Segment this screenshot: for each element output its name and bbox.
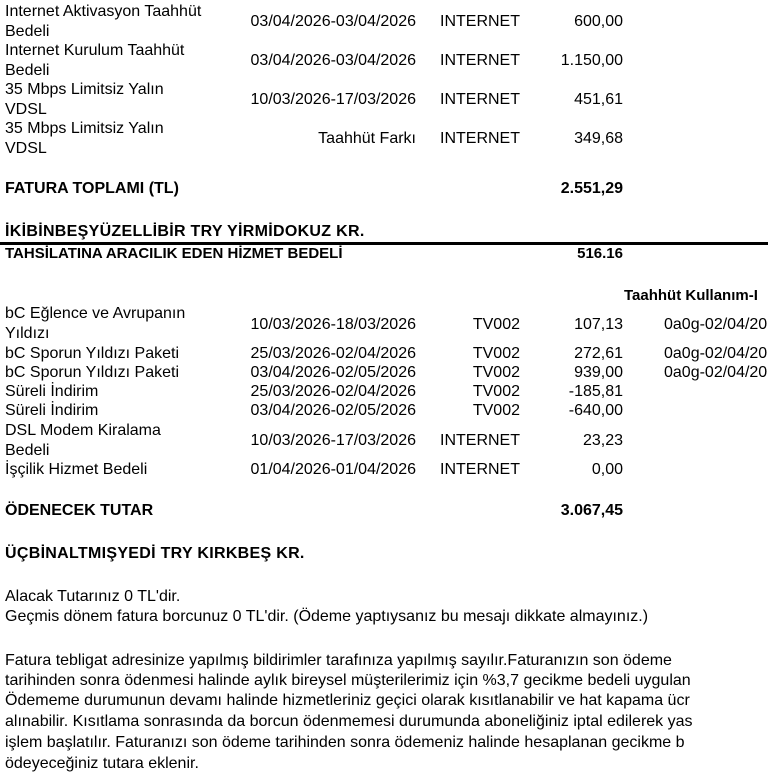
item-service: INTERNET [440, 91, 520, 108]
desc-line: Bedeli [5, 23, 50, 40]
item-description [5, 119, 245, 159]
payable-value: 3.067,45 [560, 502, 623, 519]
item-date: 10/03/2026-17/03/2026 [250, 432, 416, 449]
invoice-total-label: FATURA TOPLAMI (TL) [5, 180, 179, 197]
line-item [0, 460, 768, 480]
item-amount: -185,81 [568, 383, 623, 400]
item-date: 25/03/2026-02/04/2026 [250, 345, 416, 362]
line-item [0, 401, 768, 421]
item-service: INTERNET [440, 13, 520, 30]
item-description [5, 41, 245, 81]
item-service: TV002 [472, 383, 520, 400]
intermediary-fee-label: TAHSİLATINA ARACILIK EDEN HİZMET BEDELİ [5, 245, 343, 262]
line-item [0, 119, 768, 159]
paragraph-line: işlem başlatılır. Faturanızı son ödeme tarihinden sonra ödemeniz halinde hesaplanan gecikme b [5, 734, 685, 751]
item-date: 10/03/2026-18/03/2026 [250, 316, 416, 333]
desc-line: Bedeli [5, 442, 50, 459]
desc-line: VDSL [5, 101, 47, 118]
item-description: Süreli İndirim [5, 383, 99, 400]
item-description: bC Sporun Yıldızı Paketi [5, 345, 180, 362]
item-description [5, 80, 245, 120]
line-item [0, 80, 768, 120]
item-service: INTERNET [440, 432, 520, 449]
paragraph-line: alınabilir. Kısıtlama sonrasında da borcun ödenmemesi durumunda aboneliğiniz iptal edilerek yas [5, 713, 693, 730]
item-description: Süreli İndirim [5, 402, 99, 419]
intermediary-fee-value: 516.16 [577, 245, 623, 262]
past-debt-note: Geçmis dönem fatura borcunuz 0 TL'dir. (Ödeme yaptıysanız bu mesajı dikkate almayınız.) [5, 608, 649, 625]
desc-line: bC Eğlence ve Avrupanın [5, 305, 186, 322]
item-description [5, 304, 245, 344]
item-amount: 272,61 [574, 345, 623, 362]
item-service: TV002 [472, 364, 520, 381]
desc-line: Yıldızı [5, 325, 50, 342]
payable-label: ÖDENECEK TUTAR [5, 502, 154, 519]
item-service: TV002 [472, 316, 520, 333]
item-date: 03/04/2026-02/05/2026 [250, 402, 416, 419]
item-date: 03/04/2026-03/04/2026 [250, 13, 416, 30]
desc-line: Internet Aktivasyon Taahhüt [5, 3, 202, 20]
invoice-total-words: İKİBİNBEŞYÜZELLİBİR TRY YİRMİDOKUZ KR. [5, 223, 365, 240]
item-date: 25/03/2026-02/04/2026 [250, 383, 416, 400]
paragraph-line: ödeyeceğiniz tutara eklenir. [5, 755, 199, 772]
item-description: İşçilik Hizmet Bedeli [5, 461, 148, 478]
item-service: INTERNET [440, 130, 520, 147]
item-amount: 107,13 [574, 316, 623, 333]
item-service: TV002 [472, 402, 520, 419]
item-description [5, 421, 245, 461]
item-amount: 0,00 [591, 461, 623, 478]
paragraph-line: Ödememe durumunun devamı halinde hizmetleriniz geçici olarak kısıtlanabilir ve hat kapama ücr [5, 692, 690, 709]
invoice-total-value: 2.551,29 [560, 180, 623, 197]
line-item [0, 2, 768, 42]
item-amount: -640,00 [568, 402, 623, 419]
line-item [0, 363, 768, 383]
item-amount: 451,61 [574, 91, 623, 108]
paragraph-line: Fatura tebligat adresinize yapılmış bildirimler tarafınıza yapılmış sayılır.Faturanızın son ödeme [5, 652, 672, 669]
item-date: Taahhüt Farkı [318, 130, 416, 147]
desc-line: VDSL [5, 140, 47, 157]
line-item [0, 382, 768, 402]
desc-line: 35 Mbps Limitsiz Yalın [5, 120, 164, 137]
item-description [5, 2, 245, 42]
item-date: 03/04/2026-03/04/2026 [250, 52, 416, 69]
line-item [0, 41, 768, 81]
item-service: INTERNET [440, 461, 520, 478]
line-item [0, 421, 768, 461]
commitment-column-header: Taahhüt Kullanım-I [624, 287, 758, 304]
item-date: 03/04/2026-02/05/2026 [250, 364, 416, 381]
desc-line: Internet Kurulum Taahhüt [5, 42, 185, 59]
item-service: TV002 [472, 345, 520, 362]
item-commitment: 0a0g-02/04/20 [664, 364, 768, 381]
item-service: INTERNET [440, 52, 520, 69]
paragraph-line: tarihinden sonra ödenmesi halinde aylık bireysel müşterilerimiz için %3,7 gecikme bedeli uygulan [5, 672, 691, 689]
item-amount: 349,68 [574, 130, 623, 147]
item-description: bC Sporun Yıldızı Paketi [5, 364, 180, 381]
item-date: 01/04/2026-01/04/2026 [250, 461, 416, 478]
desc-line: 35 Mbps Limitsiz Yalın [5, 81, 164, 98]
line-item [0, 304, 768, 344]
desc-line: Bedeli [5, 62, 50, 79]
desc-line: DSL Modem Kiralama [5, 422, 161, 439]
item-amount: 1.150,00 [560, 52, 623, 69]
item-date: 10/03/2026-17/03/2026 [250, 91, 416, 108]
payable-words: ÜÇBİNALTMIŞYEDİ TRY KIRKBEŞ KR. [5, 545, 305, 562]
item-commitment: 0a0g-02/04/20 [664, 345, 768, 362]
item-amount: 600,00 [574, 13, 623, 30]
item-amount: 23,23 [582, 432, 623, 449]
item-commitment: 0a0g-02/04/20 [664, 316, 768, 333]
credit-note: Alacak Tutarınız 0 TL'dir. [5, 588, 181, 605]
item-amount: 939,00 [574, 364, 623, 381]
line-item [0, 344, 768, 364]
